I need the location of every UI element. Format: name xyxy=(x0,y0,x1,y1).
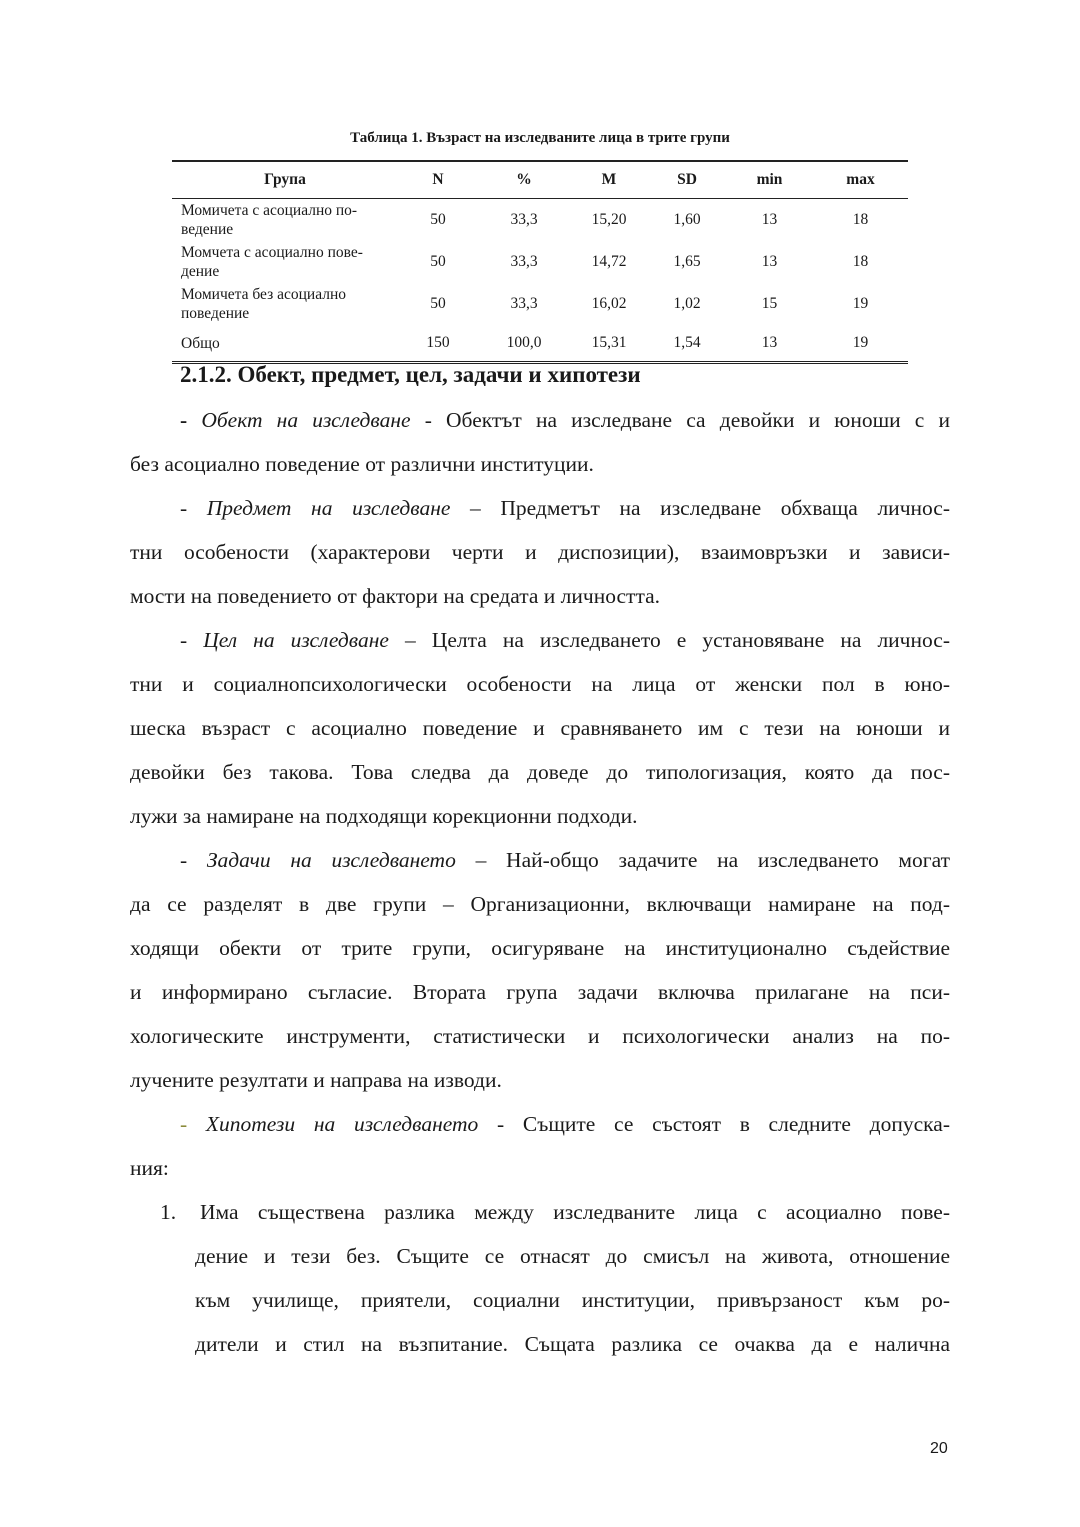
paragraph-line: лучените резултати и направа на изводи. xyxy=(130,1068,502,1092)
paragraph-line: и информирано съгласие. Втората група задачи включва прилагане на пси- xyxy=(130,980,950,1004)
cell-group xyxy=(172,199,398,242)
age-table xyxy=(172,160,908,364)
group-line: дение xyxy=(181,263,220,280)
cell-sd: 1,65 xyxy=(673,253,701,270)
paragraph-line xyxy=(180,406,950,434)
cell-sd: 1,02 xyxy=(673,295,701,312)
table-row xyxy=(172,199,908,242)
cell-m: 14,72 xyxy=(591,253,627,270)
cell-max: 19 xyxy=(852,295,869,312)
term: Обект на изследване xyxy=(201,408,411,432)
text: - Обектът на изследване са девойки и юноши с и xyxy=(410,408,950,432)
paragraph-line: мости на поведението от фактори на средата и личността. xyxy=(130,584,661,608)
text: – Предметът на изследване обхваща личнос- xyxy=(450,496,950,520)
paragraph-line: шеска възраст с асоциално поведение и сравняването им с тези на юноши и xyxy=(130,716,950,740)
table-header-row xyxy=(172,161,908,199)
cell-pct: 33,3 xyxy=(510,295,538,312)
header-max: max xyxy=(813,161,908,199)
paragraph-line: без асоциално поведение от различни институции. xyxy=(130,452,594,476)
paragraph-line xyxy=(180,846,950,874)
group-line: Момчета с асоциално пове- xyxy=(181,244,363,261)
term: Задачи на изследването xyxy=(206,848,456,872)
header-min: min xyxy=(726,161,813,199)
list-line: Има съществена разлика между изследваните лица с асоциално пове- xyxy=(200,1200,950,1224)
text: - Същите се състоят в следните допуска- xyxy=(478,1112,950,1136)
paragraph-line: девойки без такова. Това следва да доведе до типологизация, която да пос- xyxy=(130,760,950,784)
group-line: ведение xyxy=(181,221,234,238)
dash: - xyxy=(180,496,207,520)
list-number: 1. xyxy=(160,1200,177,1224)
section-heading: 2.1.2. Обект, предмет, цел, задачи и хипотези xyxy=(180,362,641,387)
cell-max: 18 xyxy=(852,211,869,228)
list-line: към училище, приятели, социални институции, привързаност към ро- xyxy=(195,1288,950,1312)
list-line: дение и тези без. Същите се отнасят до смисъл на живота, отношение xyxy=(195,1244,950,1268)
cell-group: Общо xyxy=(172,325,398,363)
paragraph-line xyxy=(180,626,950,654)
paragraph-line: да се разделят в две групи – Организационни, включващи намиране на под- xyxy=(130,892,950,916)
cell-n: 50 xyxy=(430,211,446,228)
paragraph-line xyxy=(180,494,950,522)
table-row xyxy=(172,283,908,325)
cell-min: 13 xyxy=(761,211,778,228)
dash: - xyxy=(180,848,207,872)
paragraph-line: хологическите инструменти, статистически и психологически анализ на по- xyxy=(130,1024,950,1048)
paragraph-line: ния: xyxy=(130,1156,169,1180)
paragraph-line: тни особености (характерови черти и диспозиции), взаимовръзки и зависи- xyxy=(130,540,950,564)
table-row-total xyxy=(172,325,908,363)
cell-sd: 1,54 xyxy=(648,325,726,363)
header-sd: SD xyxy=(648,161,726,199)
page-number: 20 xyxy=(930,1440,948,1457)
cell-n: 50 xyxy=(430,253,446,270)
paragraph-line: лужи за намиране на подходящи корекционни подходи. xyxy=(130,804,638,828)
dash: - xyxy=(180,628,204,652)
term: Цел на изследване xyxy=(203,628,389,652)
group-line: поведение xyxy=(181,305,250,322)
group-line: Момичета с асоциално по- xyxy=(181,202,358,219)
text: – Целта на изследването е установяване на личнос- xyxy=(388,628,950,652)
cell-max: 19 xyxy=(813,325,908,363)
cell-min: 15 xyxy=(761,295,778,312)
dash: - xyxy=(180,1112,206,1136)
cell-m: 15,20 xyxy=(591,211,627,228)
cell-n: 50 xyxy=(430,295,446,312)
term: Предмет на изследване xyxy=(206,496,451,520)
cell-min: 13 xyxy=(761,253,778,270)
table-row xyxy=(172,241,908,283)
header-pct: % xyxy=(478,161,570,199)
cell-sd: 1,60 xyxy=(673,211,701,228)
paragraph-line: ходящи обекти от трите групи, осигуряване на институционално съдействие xyxy=(130,936,950,960)
cell-pct: 33,3 xyxy=(510,253,538,270)
cell-max: 18 xyxy=(852,253,869,270)
list-line: дители и стил на възпитание. Същата разлика се очаква да е налична xyxy=(195,1332,950,1356)
cell-pct: 33,3 xyxy=(510,211,538,228)
dash: - xyxy=(180,408,202,432)
cell-min: 13 xyxy=(726,325,813,363)
text: – Най-общо задачите на изследването могат xyxy=(455,848,950,872)
cell-n: 150 xyxy=(398,325,478,363)
header-m: M xyxy=(570,161,648,199)
paragraph-line: тни и социалнопсихологически особености на лица от женски пол в юно- xyxy=(130,672,950,696)
cell-m: 16,02 xyxy=(591,295,627,312)
term: Хипотези на изследването xyxy=(205,1112,479,1136)
cell-group xyxy=(172,283,398,325)
cell-group xyxy=(172,241,398,283)
header-group: Група xyxy=(172,161,398,199)
table-caption: Таблица 1. Възраст на изследваните лица в трите групи xyxy=(350,130,730,146)
group-line: Момичета без асоциално xyxy=(181,286,346,303)
cell-m: 15,31 xyxy=(570,325,648,363)
header-n: N xyxy=(398,161,478,199)
paragraph-line xyxy=(180,1110,950,1138)
cell-pct: 100,0 xyxy=(478,325,570,363)
